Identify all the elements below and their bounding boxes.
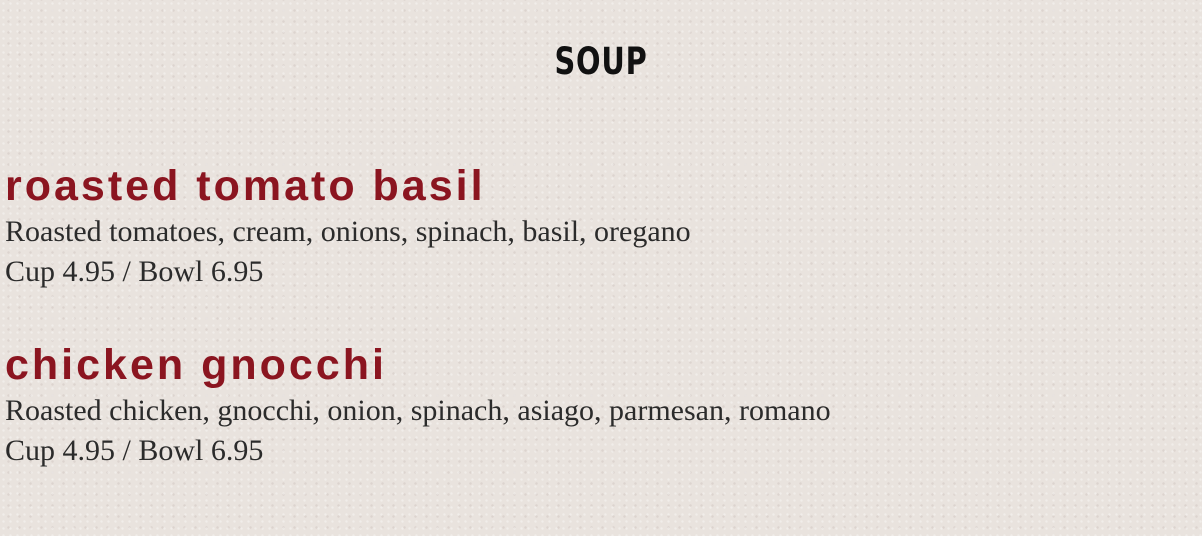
menu-item-description: Roasted chicken, gnocchi, onion, spinach, asiago, parmesan, romano (5, 394, 831, 427)
menu-item-description: Roasted tomatoes, cream, onions, spinach, basil, oregano (5, 215, 691, 248)
menu-item-name: chicken gnocchi (5, 341, 387, 389)
menu-item-chicken-gnocchi (5, 339, 1105, 471)
menu-item-roasted-tomato-basil (5, 160, 1105, 292)
menu-item-name: roasted tomato basil (5, 162, 486, 210)
menu-item-price: Cup 4.95 / Bowl 6.95 (5, 434, 264, 467)
section-title: SOUP (554, 40, 648, 83)
menu-item-price: Cup 4.95 / Bowl 6.95 (5, 255, 264, 288)
